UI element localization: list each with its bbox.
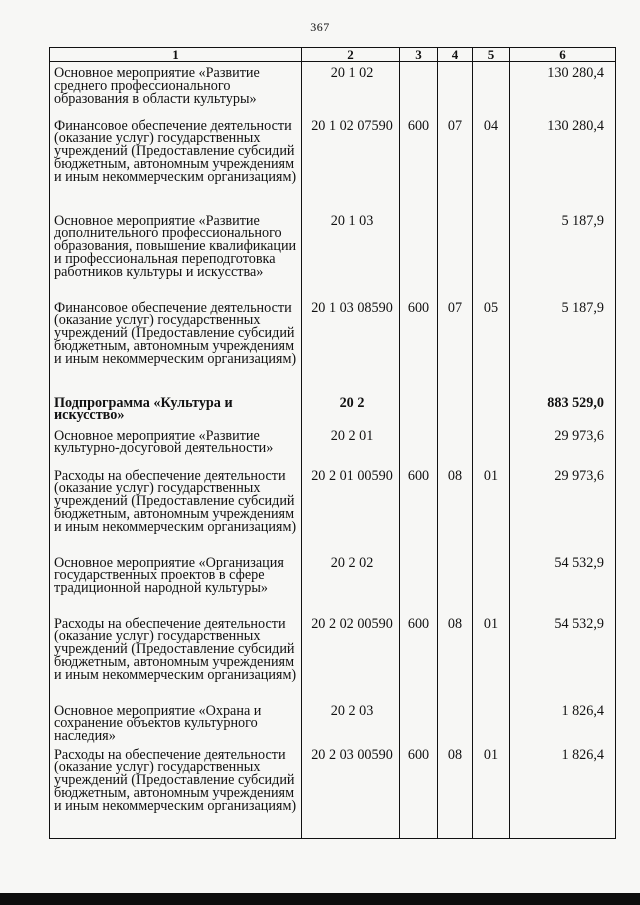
scan-edge-bar: [0, 893, 640, 905]
row-section: 08: [438, 613, 473, 700]
row-amount: 883 529,0: [510, 392, 616, 425]
row-section: [438, 392, 473, 425]
row-expense-type: [400, 62, 438, 115]
row-name: Финансовое обеспечение деятельности (оказание услуг) государственных учреждений (Предоставление субсидий бюджетным, автономным учреждениям и иным некоммерческим организациям): [50, 115, 302, 210]
row-name: Расходы на обеспечение деятельности (оказание услуг) государственных учреждений (Предоставление субсидий бюджетным, автономным учреждениям и иным некоммерческим организациям): [50, 613, 302, 700]
row-section: [438, 552, 473, 613]
row-amount: 5 187,9: [510, 210, 616, 297]
row-expense-type: 600: [400, 744, 438, 839]
row-code: 20 2 01: [302, 425, 400, 465]
table-row: [50, 297, 616, 392]
table-row: [50, 613, 616, 700]
column-header-3: 3: [400, 48, 438, 62]
table-row: [50, 700, 616, 744]
row-subsection: 01: [473, 613, 510, 700]
row-amount: 1 826,4: [510, 744, 616, 839]
row-code: 20 2 03 00590: [302, 744, 400, 839]
row-code: 20 2 03: [302, 700, 400, 744]
row-expense-type: [400, 700, 438, 744]
table-row: [50, 115, 616, 210]
row-name: Основное мероприятие «Организация государственных проектов в сфере традиционной народной культуры»: [50, 552, 302, 613]
row-subsection: 05: [473, 297, 510, 392]
row-expense-type: [400, 552, 438, 613]
row-code: 20 2 02: [302, 552, 400, 613]
column-header-4: 4: [438, 48, 473, 62]
table-row: [50, 210, 616, 297]
table-row: [50, 744, 616, 839]
row-section: 07: [438, 115, 473, 210]
row-expense-type: 600: [400, 613, 438, 700]
row-subsection: [473, 552, 510, 613]
row-amount: 1 826,4: [510, 700, 616, 744]
row-subsection: 01: [473, 744, 510, 839]
row-amount: 130 280,4: [510, 115, 616, 210]
row-amount: 29 973,6: [510, 425, 616, 465]
row-code: 20 1 02: [302, 62, 400, 115]
row-subsection: [473, 392, 510, 425]
row-name: Основное мероприятие «Развитие среднего профессионального образования в области культуры»: [50, 62, 302, 115]
row-section: [438, 425, 473, 465]
row-expense-type: [400, 425, 438, 465]
row-section: [438, 62, 473, 115]
row-code: 20 1 03: [302, 210, 400, 297]
column-header-6: 6: [510, 48, 616, 62]
table-row: [50, 62, 616, 115]
row-name: Основное мероприятие «Развитие культурно-досуговой деятельности»: [50, 425, 302, 465]
row-expense-type: 600: [400, 115, 438, 210]
header-row: [50, 48, 616, 62]
row-amount: 54 532,9: [510, 613, 616, 700]
table-row: [50, 552, 616, 613]
row-name: Основное мероприятие «Развитие дополнительного профессионального образования, повышение квалификации и профессиональная переподготовка работников культуры и искусства»: [50, 210, 302, 297]
budget-table: [49, 47, 616, 839]
row-section: [438, 700, 473, 744]
row-amount: 130 280,4: [510, 62, 616, 115]
page-number: 367: [310, 20, 330, 34]
row-subsection: [473, 700, 510, 744]
row-section: 07: [438, 297, 473, 392]
table-row: [50, 465, 616, 552]
row-section: 08: [438, 744, 473, 839]
row-name: Подпрограмма «Культура и искусство»: [50, 392, 302, 425]
row-amount: 5 187,9: [510, 297, 616, 392]
row-code: 20 1 03 08590: [302, 297, 400, 392]
row-code: 20 2: [302, 392, 400, 425]
row-expense-type: [400, 392, 438, 425]
row-expense-type: 600: [400, 297, 438, 392]
row-subsection: [473, 210, 510, 297]
column-header-1: 1: [50, 48, 302, 62]
row-name: Расходы на обеспечение деятельности (оказание услуг) государственных учреждений (Предоставление субсидий бюджетным, автономным учреждениям и иным некоммерческим организациям): [50, 744, 302, 839]
row-code: 20 2 01 00590: [302, 465, 400, 552]
row-name: Расходы на обеспечение деятельности (оказание услуг) государственных учреждений (Предоставление субсидий бюджетным, автономным учреждениям и иным некоммерческим организациям): [50, 465, 302, 552]
row-expense-type: 600: [400, 465, 438, 552]
row-expense-type: [400, 210, 438, 297]
row-code: 20 1 02 07590: [302, 115, 400, 210]
row-amount: 54 532,9: [510, 552, 616, 613]
column-header-5: 5: [473, 48, 510, 62]
row-code: 20 2 02 00590: [302, 613, 400, 700]
column-header-2: 2: [302, 48, 400, 62]
row-name: Основное мероприятие «Охрана и сохранение объектов культурного наследия»: [50, 700, 302, 744]
row-amount: 29 973,6: [510, 465, 616, 552]
table-row: [50, 425, 616, 465]
row-subsection: 04: [473, 115, 510, 210]
table-row: [50, 392, 616, 425]
row-subsection: [473, 425, 510, 465]
row-section: [438, 210, 473, 297]
row-name: Финансовое обеспечение деятельности (оказание услуг) государственных учреждений (Предоставление субсидий бюджетным, автономным учреждениям и иным некоммерческим организациям): [50, 297, 302, 392]
row-subsection: 01: [473, 465, 510, 552]
row-section: 08: [438, 465, 473, 552]
row-subsection: [473, 62, 510, 115]
